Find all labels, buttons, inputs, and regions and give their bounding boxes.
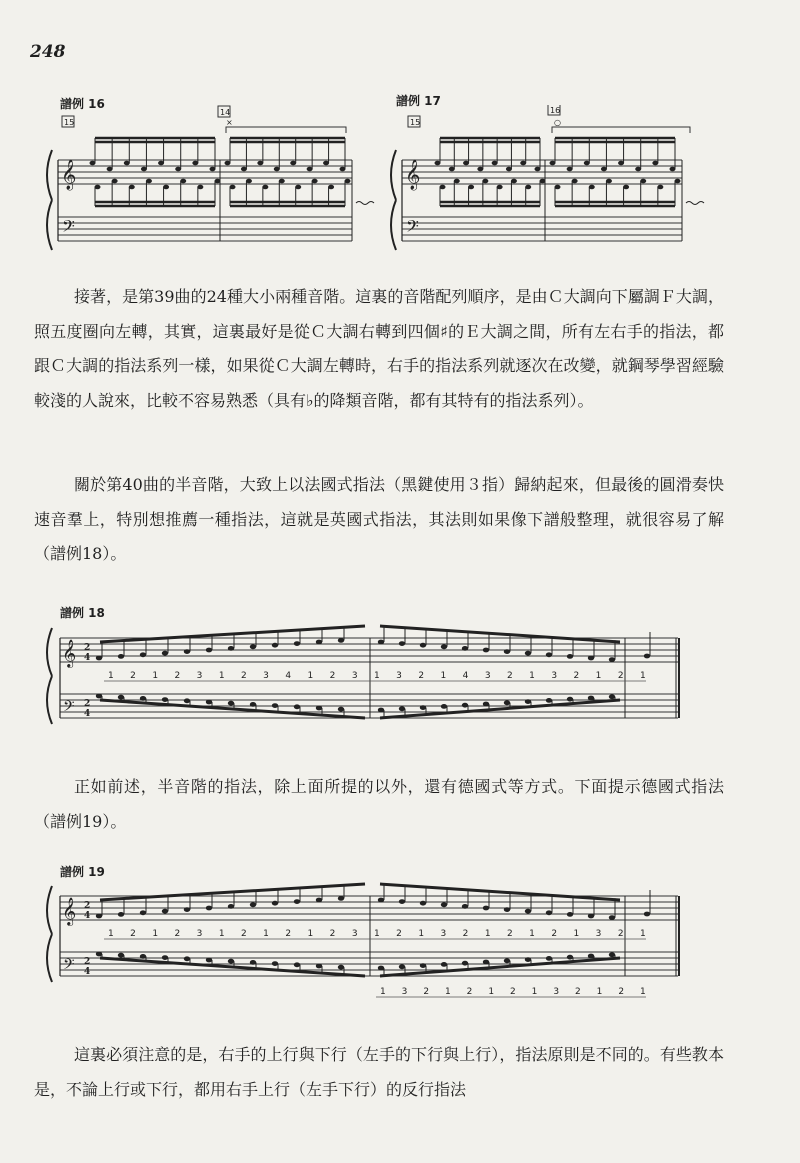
note-head: [228, 959, 234, 964]
example-19-label: 譜例 19: [60, 865, 105, 879]
fingering-number: 2: [507, 929, 513, 939]
note-head: [504, 907, 510, 912]
fingering-number: 3: [263, 671, 269, 681]
note-head: [546, 698, 552, 703]
note-head: [140, 910, 146, 915]
note-head: [462, 904, 468, 909]
note-head: [162, 697, 168, 702]
note-head: [609, 657, 615, 662]
fingering-number: 3: [440, 929, 447, 939]
note-head: [140, 652, 146, 657]
note-head: [546, 910, 552, 915]
svg-text:𝄞: 𝄞: [405, 160, 421, 190]
svg-text:𝄢: 𝄢: [62, 216, 75, 240]
note-head: [338, 965, 344, 970]
note-head: [504, 649, 510, 654]
note-head: [272, 901, 278, 906]
note-head: [184, 698, 190, 703]
fingering-number: 1: [218, 671, 225, 681]
note-head: [316, 706, 322, 711]
note-head: [504, 958, 510, 963]
fingering-number: 3: [396, 671, 402, 681]
svg-text:2: 2: [84, 957, 91, 967]
note-head: [609, 694, 615, 699]
note-head: [316, 964, 322, 969]
note-head: [462, 646, 468, 651]
note-head: [228, 646, 234, 651]
svg-text:2: 2: [84, 699, 91, 709]
note-head: [250, 702, 256, 707]
fingering-number: 1: [152, 671, 159, 681]
example-17-label: 譜例 17: [396, 94, 441, 108]
fingering-number: 2: [617, 929, 624, 939]
note-head: [420, 643, 426, 648]
ex16-box-a: 15: [64, 118, 75, 127]
fingering-number: 1: [152, 929, 159, 939]
fingering-number: 1: [108, 671, 114, 681]
fingering-number: 1: [529, 671, 535, 681]
fingering-number: 1: [595, 671, 602, 681]
note-head: [294, 641, 300, 646]
fingering-number: 1: [263, 929, 269, 939]
fingering-number: 1: [596, 987, 603, 997]
ex17-box-a: 15: [410, 118, 421, 127]
fingering-number: 1: [307, 671, 314, 681]
ex18-fingering: [104, 671, 646, 681]
svg-text:4: 4: [84, 653, 91, 663]
fingering-number: 1: [218, 929, 225, 939]
note-head: [316, 898, 322, 903]
fingering-number: 2: [510, 987, 516, 997]
fingering-number: 2: [617, 671, 624, 681]
svg-text:𝄞: 𝄞: [61, 160, 77, 190]
note-head: [140, 696, 146, 701]
fingering-number: 3: [595, 929, 602, 939]
fingering-number: 4: [462, 671, 469, 681]
fingering-number: 2: [575, 987, 581, 997]
note-head: [96, 914, 102, 919]
note-head: [588, 914, 594, 919]
note-head: [567, 697, 573, 702]
ex19-fingering-bottom: [376, 987, 646, 997]
ex19-fingering: [104, 929, 646, 939]
fingering-number: 3: [351, 929, 358, 939]
note-head: [441, 902, 447, 907]
fingering-number: 1: [484, 929, 491, 939]
note-head: [462, 703, 468, 708]
note-head: [399, 641, 405, 646]
svg-text:𝄞: 𝄞: [62, 639, 77, 667]
fingering-number: 2: [423, 987, 430, 997]
svg-text:4: 4: [84, 967, 91, 977]
fingering-number: 2: [174, 929, 181, 939]
ex16-box-b: 14: [220, 108, 231, 117]
note-head: [338, 707, 344, 712]
fingering-number: 1: [531, 987, 538, 997]
note-head: [140, 954, 146, 959]
note-head: [546, 956, 552, 961]
fingering-number: 1: [374, 671, 380, 681]
note-head: [525, 651, 531, 656]
fingering-number: 2: [462, 929, 469, 939]
note-head: [644, 654, 650, 659]
note-head: [228, 701, 234, 706]
fingering-number: 2: [241, 671, 247, 681]
fingering-number: 2: [573, 671, 580, 681]
fingering-number: 3: [551, 671, 558, 681]
paragraph-1: 接著，是第39曲的24種大小兩種音階。這裏的音階配列順序，是由Ｃ大調向下屬調Ｆ大調，照五度圈向左轉，其實，這裏最好是從Ｃ大調右轉到四個♯的Ｅ大調之間，所有左右手的指法，都跟Ｃ大調的指法系列一樣，如果從Ｃ大調左轉時，右手的指法系列就逐次在改變，就鋼琴學習經驗較淺的人說來，比較不容易熟悉（具有♭的降類音階，都有其特有的指法系列）。: [34, 287, 724, 410]
fingering-number: 1: [488, 987, 495, 997]
note-head: [184, 649, 190, 654]
fingering-number: 3: [553, 987, 560, 997]
note-head: [483, 906, 489, 911]
note-head: [525, 699, 531, 704]
note-head: [206, 648, 212, 653]
note-head: [206, 700, 212, 705]
note-head: [462, 961, 468, 966]
note-head: [206, 906, 212, 911]
fingering-number: 2: [418, 671, 425, 681]
fingering-number: 2: [174, 671, 181, 681]
svg-text:2: 2: [84, 901, 91, 911]
note-head: [272, 961, 278, 966]
note-head: [118, 695, 124, 700]
note-head: [294, 962, 300, 967]
note-head: [609, 915, 615, 920]
note-head: [588, 696, 594, 701]
fingering-number: 1: [640, 929, 646, 939]
example-16-label: 譜例 16: [60, 97, 105, 111]
note-head: [250, 902, 256, 907]
note-head: [118, 912, 124, 917]
paragraph-3: 正如前述，半音階的指法，除上面所提的以外，還有德國式等方式。下面提示德國式指法（譜例19）。: [34, 777, 724, 831]
svg-text:2: 2: [84, 643, 91, 653]
note-head: [338, 896, 344, 901]
note-head: [272, 703, 278, 708]
note-head: [483, 960, 489, 965]
note-head: [294, 899, 300, 904]
note-head: [206, 958, 212, 963]
note-head: [338, 638, 344, 643]
note-head: [567, 955, 573, 960]
note-head: [441, 962, 447, 967]
svg-text:4: 4: [84, 709, 91, 719]
score-example-19: [40, 876, 700, 1004]
note-head: [609, 952, 615, 957]
svg-text:𝄢: 𝄢: [63, 698, 75, 719]
ex17-box-b: 16: [550, 106, 561, 115]
note-head: [250, 644, 256, 649]
note-head: [399, 706, 405, 711]
fingering-number: 2: [396, 929, 402, 939]
svg-text:𝄢: 𝄢: [406, 216, 419, 240]
note-head: [588, 656, 594, 661]
fingering-number: 3: [484, 671, 491, 681]
note-head: [567, 654, 573, 659]
fingering-number: 2: [285, 929, 292, 939]
svg-text:4: 4: [84, 911, 91, 921]
svg-text:𝄢: 𝄢: [63, 956, 75, 977]
note-head: [567, 912, 573, 917]
fingering-number: 2: [329, 671, 336, 681]
note-head: [162, 955, 168, 960]
fingering-number: 1: [529, 929, 535, 939]
note-head: [96, 656, 102, 661]
note-head: [316, 640, 322, 645]
fingering-number: 3: [401, 987, 408, 997]
note-head: [420, 705, 426, 710]
note-head: [483, 702, 489, 707]
paragraph-2: 關於第40曲的半音階，大致上以法國式指法（黑鍵使用３指）歸納起來，但最後的圓滑奏快速音羣上，特別想推薦一種指法，這就是英國式指法，其法則如果像下譜般整理，就很容易了解（譜例18）。: [34, 475, 724, 563]
note-head: [378, 966, 384, 971]
note-head: [250, 960, 256, 965]
ex17-mark: ○: [554, 118, 561, 127]
fingering-number: 3: [196, 671, 203, 681]
note-head: [118, 654, 124, 659]
svg-text:𝄞: 𝄞: [62, 897, 77, 925]
note-head: [420, 963, 426, 968]
note-head: [184, 956, 190, 961]
score-examples-16-17: [40, 105, 760, 255]
note-head: [441, 704, 447, 709]
note-head: [96, 952, 102, 957]
fingering-number: 2: [130, 929, 136, 939]
note-head: [378, 898, 384, 903]
fingering-number: 1: [440, 671, 447, 681]
note-head: [546, 652, 552, 657]
note-head: [162, 909, 168, 914]
fingering-number: 4: [285, 671, 292, 681]
fingering-number: 1: [445, 987, 451, 997]
note-head: [399, 964, 405, 969]
fingering-number: 1: [573, 929, 580, 939]
note-head: [504, 700, 510, 705]
fingering-number: 3: [196, 929, 203, 939]
fingering-number: 1: [374, 929, 380, 939]
fingering-number: 2: [618, 987, 625, 997]
fingering-number: 2: [466, 987, 473, 997]
note-head: [588, 954, 594, 959]
fingering-number: 2: [507, 671, 513, 681]
fingering-number: 1: [108, 929, 114, 939]
note-head: [378, 708, 384, 713]
note-head: [228, 904, 234, 909]
fingering-number: 1: [418, 929, 425, 939]
ex16-mark: ×: [226, 118, 233, 127]
fingering-number: 2: [241, 929, 247, 939]
fingering-number: 2: [130, 671, 136, 681]
note-head: [483, 648, 489, 653]
note-head: [441, 644, 447, 649]
note-head: [644, 912, 650, 917]
fingering-number: 3: [351, 671, 358, 681]
fingering-number: 1: [640, 987, 646, 997]
note-head: [420, 901, 426, 906]
fingering-number: 2: [551, 929, 558, 939]
note-head: [162, 651, 168, 656]
paragraph-4: 這裏必須注意的是，右手的上行與下行（左手的下行與上行），指法原則是不同的。有些教本是，不論上行或下行，都用右手上行（左手下行）的反行指法: [34, 1045, 724, 1099]
fingering-number: 2: [329, 929, 336, 939]
note-head: [525, 957, 531, 962]
example-18-label: 譜例 18: [60, 606, 105, 620]
note-head: [184, 907, 190, 912]
note-head: [399, 899, 405, 904]
note-head: [96, 694, 102, 699]
fingering-number: 1: [307, 929, 314, 939]
note-head: [378, 640, 384, 645]
note-head: [525, 909, 531, 914]
note-head: [118, 953, 124, 958]
fingering-number: 1: [640, 671, 646, 681]
note-head: [272, 643, 278, 648]
page-number: 248: [30, 42, 66, 62]
score-example-18: [40, 618, 700, 738]
fingering-number: 1: [380, 987, 386, 997]
note-head: [294, 704, 300, 709]
